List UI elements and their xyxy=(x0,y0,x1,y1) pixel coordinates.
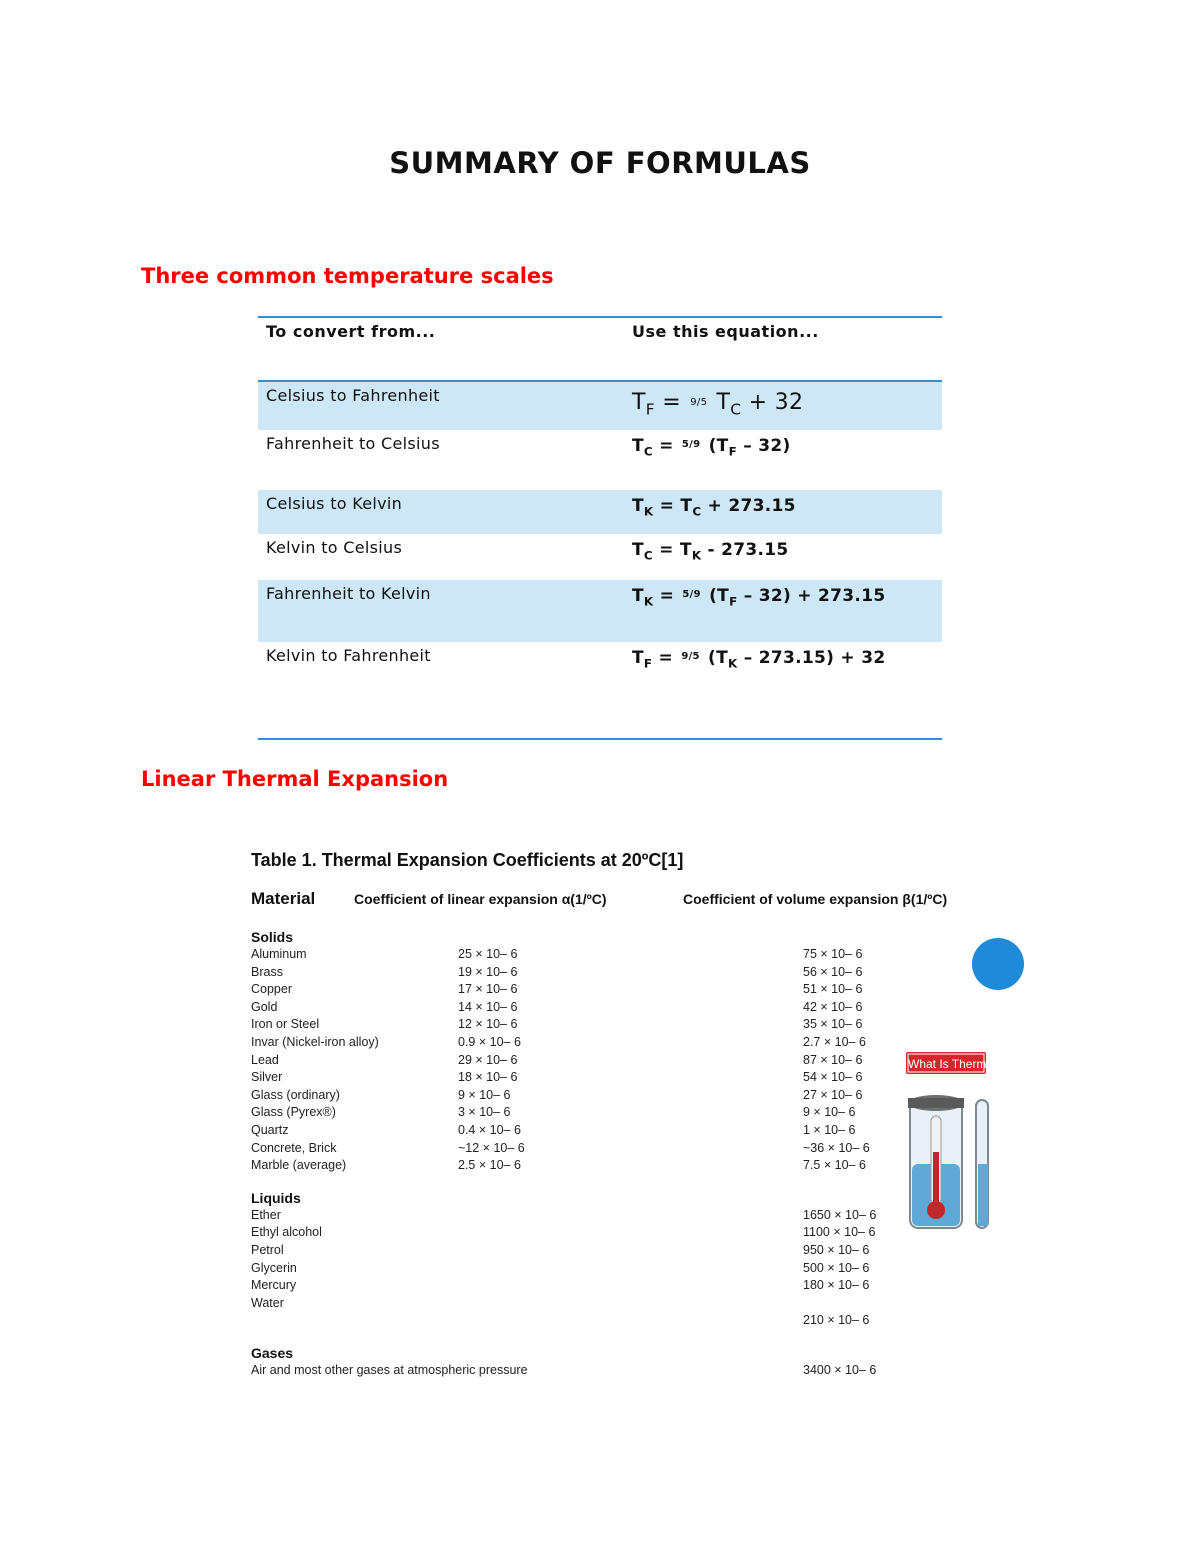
table-caption: Table 1. Thermal Expansion Coefficients at 20ºC[1] xyxy=(251,850,684,870)
volume-coefficient: 950 × 10– 6 xyxy=(803,1242,870,1257)
material-name: Ether xyxy=(251,1207,281,1222)
material-name: Air and most other gases at atmospheric pressure xyxy=(251,1362,528,1377)
material-name: Quartz xyxy=(251,1122,289,1137)
material-name: Glycerin xyxy=(251,1260,297,1275)
volume-coefficient: 1650 × 10– 6 xyxy=(803,1207,877,1222)
illustration-label: What Is Therma Ex xyxy=(908,1057,1011,1071)
volume-coefficient: 3400 × 10– 6 xyxy=(803,1362,877,1377)
header-material: Material xyxy=(251,889,316,908)
equation: $T_C = T_K - 273.15$ xyxy=(632,540,789,563)
conversion-table xyxy=(258,316,942,740)
table-row xyxy=(258,490,942,534)
table-row xyxy=(251,1363,991,1381)
header-volume: Coefficient of volume expansion β(1/ºC) xyxy=(683,891,948,907)
volume-coefficient: 7.5 × 10– 6 xyxy=(803,1158,866,1173)
volume-coefficient: 500 × 10– 6 xyxy=(803,1260,870,1275)
volume-coefficient: 1100 × 10– 6 xyxy=(803,1225,876,1240)
conversion-from: Fahrenheit to Celsius xyxy=(266,434,440,453)
material-name: Glass (ordinary) xyxy=(251,1087,340,1102)
linear-coefficient: 14 × 10– 6 xyxy=(458,999,518,1014)
material-name: Aluminum xyxy=(251,947,307,961)
equation: $T_C = 5/9$ $(T_F - 32)$ xyxy=(632,436,791,459)
table-row xyxy=(251,1000,991,1018)
expansion-table xyxy=(251,850,991,1380)
conversion-table-header xyxy=(258,318,942,380)
material-name: Mercury xyxy=(251,1278,297,1293)
volume-coefficient: 42 × 10– 6 xyxy=(803,999,863,1014)
table-row xyxy=(251,1017,991,1035)
linear-coefficient: 18 × 10– 6 xyxy=(458,1070,518,1085)
linear-coefficient: 29 × 10– 6 xyxy=(458,1052,518,1067)
volume-coefficient: 87 × 10– 6 xyxy=(803,1052,863,1067)
water-value-row xyxy=(251,1313,991,1331)
table-row xyxy=(251,1141,991,1159)
table-row xyxy=(258,580,942,642)
volume-coefficient: ~36 × 10– 6 xyxy=(803,1140,870,1155)
conversion-from: Kelvin to Celsius xyxy=(266,538,403,557)
table-row xyxy=(251,947,991,965)
volume-coefficient: 27 × 10– 6 xyxy=(803,1087,863,1102)
material-name: Glass (Pyrex®) xyxy=(251,1105,336,1120)
group-liquids: Liquids xyxy=(251,1189,301,1206)
group-solids: Solids xyxy=(251,929,294,945)
group-gases: Gases xyxy=(251,1344,294,1361)
material-name: Invar (Nickel-iron alloy) xyxy=(251,1034,379,1049)
table-row xyxy=(251,1088,991,1106)
gases-rows xyxy=(251,1363,991,1381)
volume-coefficient: 1 × 10– 6 xyxy=(803,1122,856,1137)
table-row xyxy=(258,642,942,738)
material-name: Iron or Steel xyxy=(251,1017,320,1032)
equation: $T_K = 5/9$ $(T_F - 32) + 273.15$ xyxy=(632,586,886,609)
linear-coefficient: ~12 × 10– 6 xyxy=(458,1140,525,1155)
table-row xyxy=(251,1208,991,1226)
volume-coefficient: 180 × 10– 6 xyxy=(803,1278,870,1293)
section-title-temperature-scales: Three common temperature scales xyxy=(141,264,554,288)
header-use-equation: Use this equation... xyxy=(632,322,819,341)
linear-coefficient: 0.9 × 10– 6 xyxy=(458,1034,521,1049)
volume-coefficient: 35 × 10– 6 xyxy=(803,1017,863,1032)
header-convert-from: To convert from... xyxy=(266,322,436,341)
table-row xyxy=(251,1296,991,1314)
equation: $T_F = 9/5$ $T_C + 32$ xyxy=(632,390,804,419)
conversion-from: Celsius to Kelvin xyxy=(266,494,403,513)
volume-coefficient: 9 × 10– 6 xyxy=(803,1105,856,1120)
linear-coefficient: 3 × 10– 6 xyxy=(458,1105,511,1120)
linear-coefficient: 0.4 × 10– 6 xyxy=(458,1122,521,1137)
linear-coefficient: 2.5 × 10– 6 xyxy=(458,1158,521,1173)
table-row xyxy=(251,1035,991,1053)
volume-coefficient: 51 × 10– 6 xyxy=(803,982,863,997)
table-row xyxy=(251,1070,991,1088)
conversion-from: Fahrenheit to Kelvin xyxy=(266,584,431,603)
table-row xyxy=(251,1278,991,1296)
table-bottom-rule xyxy=(258,738,942,740)
material-name: Brass xyxy=(251,964,283,979)
header-linear: Coefficient of linear expansion α(1/ºC) xyxy=(354,891,607,907)
material-name: Gold xyxy=(251,999,278,1014)
table-row xyxy=(258,382,942,430)
table-row xyxy=(251,1261,991,1279)
linear-coefficient: 25 × 10– 6 xyxy=(458,947,518,961)
volume-coefficient: 2.7 × 10– 6 xyxy=(803,1034,866,1049)
solids-rows xyxy=(251,947,991,1176)
table-row xyxy=(258,430,942,490)
material-name: Water xyxy=(251,1295,284,1310)
material-name: Ethyl alcohol xyxy=(251,1225,322,1240)
volume-coefficient: 75 × 10– 6 xyxy=(803,947,863,961)
linear-coefficient: 9 × 10– 6 xyxy=(458,1087,511,1102)
material-name: Concrete, Brick xyxy=(251,1140,337,1155)
table-row xyxy=(251,1105,991,1123)
conversion-from: Kelvin to Fahrenheit xyxy=(266,646,431,665)
table-row xyxy=(251,1158,991,1176)
table-row xyxy=(251,1243,991,1261)
linear-coefficient: 12 × 10– 6 xyxy=(458,1017,518,1032)
liquids-rows xyxy=(251,1208,991,1314)
table-row xyxy=(251,1123,991,1141)
linear-coefficient: 19 × 10– 6 xyxy=(458,964,518,979)
table-row xyxy=(251,1225,991,1243)
page-title: SUMMARY OF FORMULAS xyxy=(389,146,811,180)
table-row xyxy=(251,1053,991,1071)
conversion-from: Celsius to Fahrenheit xyxy=(266,386,440,405)
expansion-table-header xyxy=(251,889,991,915)
volume-coefficient: 56 × 10– 6 xyxy=(803,964,863,979)
water-volume-coefficient: 210 × 10– 6 xyxy=(803,1313,870,1328)
material-name: Lead xyxy=(251,1052,279,1067)
material-name: Petrol xyxy=(251,1242,284,1257)
table-row xyxy=(258,534,942,580)
equation: $T_F = 9/5$ $(T_K - 273.15) + 32$ xyxy=(632,648,886,671)
material-name: Silver xyxy=(251,1070,283,1085)
equation: $T_K = T_C + 273.15$ xyxy=(632,496,796,519)
thermal-expansion-illustration xyxy=(900,938,1011,1238)
material-name: Copper xyxy=(251,982,292,997)
material-name: Marble (average) xyxy=(251,1158,347,1173)
section-title-linear-expansion: Linear Thermal Expansion xyxy=(141,767,449,791)
blue-circle-icon xyxy=(972,938,1024,990)
table-row xyxy=(251,965,991,983)
table-row xyxy=(251,982,991,1000)
linear-coefficient: 17 × 10– 6 xyxy=(458,982,518,997)
volume-coefficient: 54 × 10– 6 xyxy=(803,1070,863,1085)
